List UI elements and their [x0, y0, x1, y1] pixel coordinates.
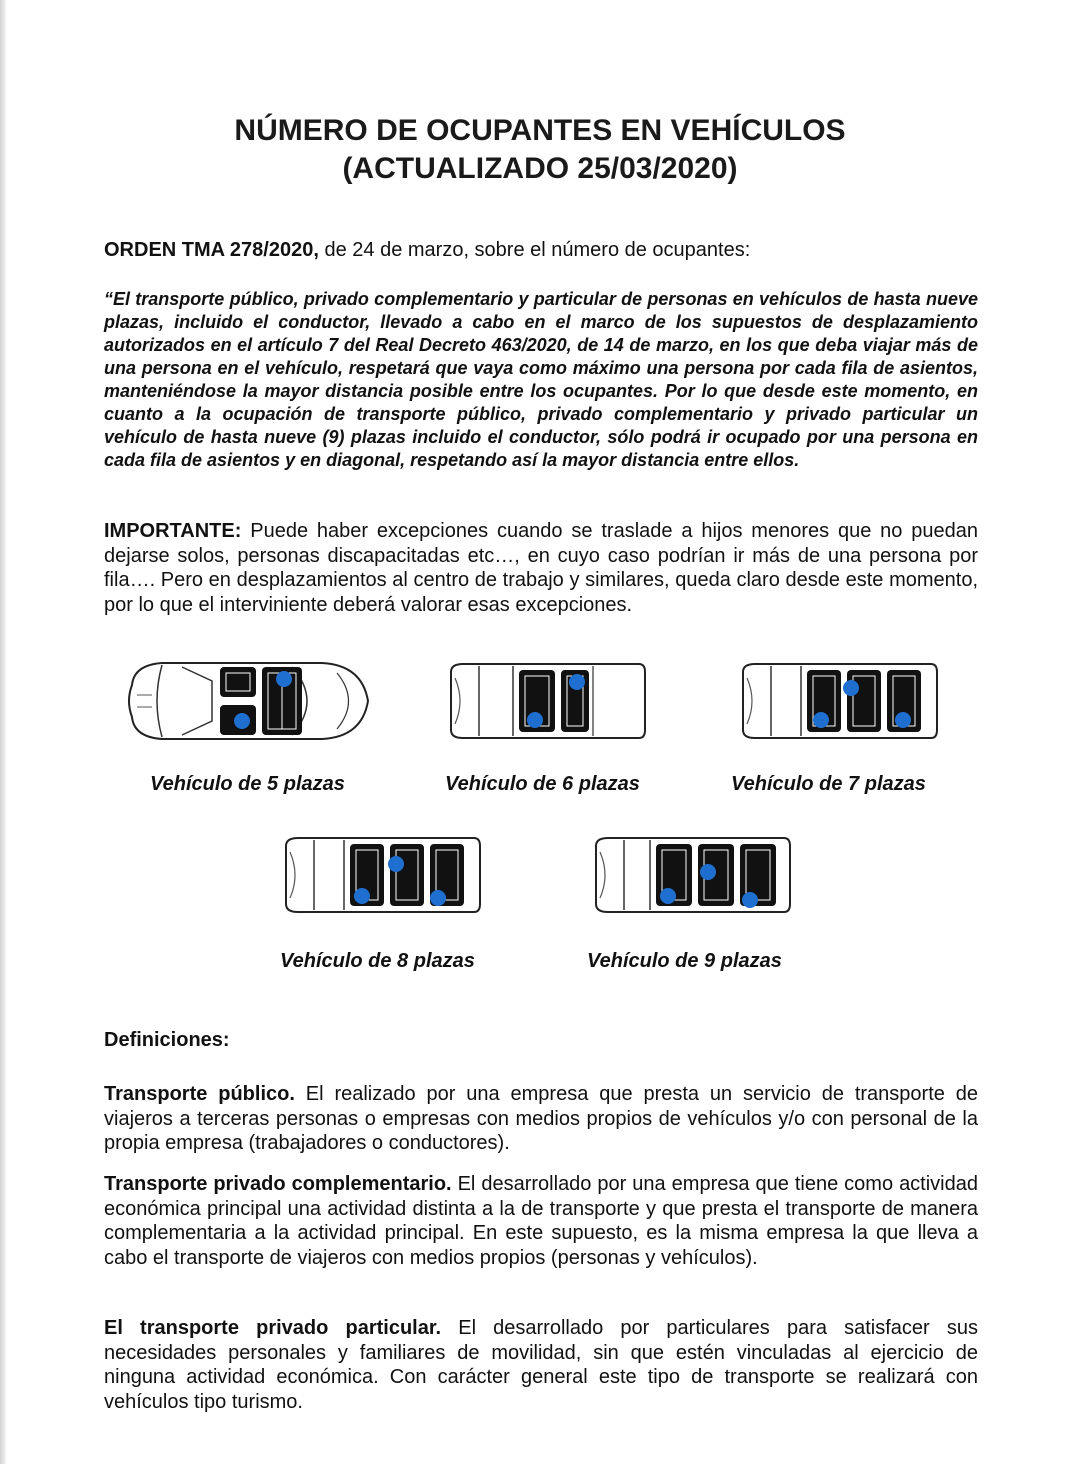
orden-paragraph [104, 237, 984, 263]
definition-text: El realizado por una empresa que presta un servicio de transporte de viajeros a terceras personas o empresas con medios propios de vehículos y/o con personal de la propia empresa (trabajadores o conductores). [104, 1083, 979, 1154]
vehicle-8-caption: Vehículo de 8 plazas [280, 950, 475, 972]
van-top-view-icon [443, 658, 649, 744]
vehicle-5-caption: Vehículo de 5 plazas [150, 773, 345, 795]
vehicle-7-caption: Vehículo de 7 plazas [731, 773, 926, 795]
definition-term: El transporte privado particular. [104, 1317, 442, 1339]
definition-private-particular [104, 1316, 978, 1414]
definition-term: Transporte privado complementario. [104, 1173, 452, 1195]
vehicle-9-caption: Vehículo de 9 plazas [587, 950, 782, 972]
car-top-view-icon [122, 655, 372, 747]
important-label: IMPORTANTE: [104, 520, 242, 542]
vehicle-8-seats-illustration [278, 832, 484, 918]
vehicle-5-seats-illustration [122, 655, 372, 747]
definition-text: El desarrollado por una empresa que tiene como actividad económica principal una actividad distinta a la de transporte y que presta el transporte de manera complementaria a la actividad principal. En este supuesto, es la misma empresa la que lleva a cabo el transporte de viajeros con medios propios (personas y vehículos). [104, 1173, 978, 1269]
title-line-2: (ACTUALIZADO 25/03/2020) [342, 152, 738, 185]
vehicle-7-seats-illustration [735, 658, 941, 744]
definition-private-complementary [104, 1172, 978, 1270]
orden-reference: ORDEN TMA 278/2020, [104, 239, 319, 261]
van-top-view-icon [588, 832, 794, 918]
orden-text: de 24 de marzo, sobre el número de ocupantes: [318, 239, 751, 261]
page-title [0, 112, 1080, 188]
vehicle-6-caption: Vehículo de 6 plazas [445, 773, 640, 795]
definition-term: Transporte público. [104, 1083, 295, 1105]
definitions-heading: Definiciones: [104, 1029, 230, 1051]
title-line-1: NÚMERO DE OCUPANTES EN VEHÍCULOS [234, 114, 846, 147]
important-paragraph [104, 519, 978, 617]
important-text: Puede haber excepciones cuando se traslade a hijos menores que no puedan dejarse solos, personas discapacitadas etc…, en cuyo caso podrían ir más de una persona por fila…. Pero en desplazamientos al centro de trabajo y similares, queda claro desde este momento, por lo que el interviniente deberá valorar esas excepciones. [104, 520, 978, 616]
definition-public-transport [104, 1082, 978, 1156]
quoted-regulation: “El transporte público, privado complementario y particular de personas en vehículos de hasta nueve plazas, incluido el conductor, llevado a cabo en el marco de los supuestos de desplazamiento autorizados en el artículo 7 del Real Decreto 463/2020, de 14 de marzo, en los que deba viajar más de una persona en el vehículo, respetará que vaya como máximo una persona por cada fila de asientos, manteniéndose la mayor distancia posible entre los ocupantes. Por lo que desde este momento, en cuanto a la ocupación de transporte público, privado complementario y privado particular un vehículo de hasta nueve (9) plazas incluido el conductor, sólo podrá ir ocupado por una persona en cada fila de asientos y en diagonal, respetando así la mayor distancia entre ellos. [104, 289, 978, 470]
definition-text: El desarrollado por particulares para satisfacer sus necesidades personales y familiares de movilidad, sin que estén vinculadas al ejercicio de ninguna actividad económica. Con carácter general este tipo de transporte se realizará con vehículos tipo turismo. [104, 1317, 978, 1413]
van-top-view-icon [735, 658, 941, 744]
van-top-view-icon [278, 832, 484, 918]
vehicle-6-seats-illustration [443, 658, 649, 744]
vehicle-9-seats-illustration [588, 832, 794, 918]
